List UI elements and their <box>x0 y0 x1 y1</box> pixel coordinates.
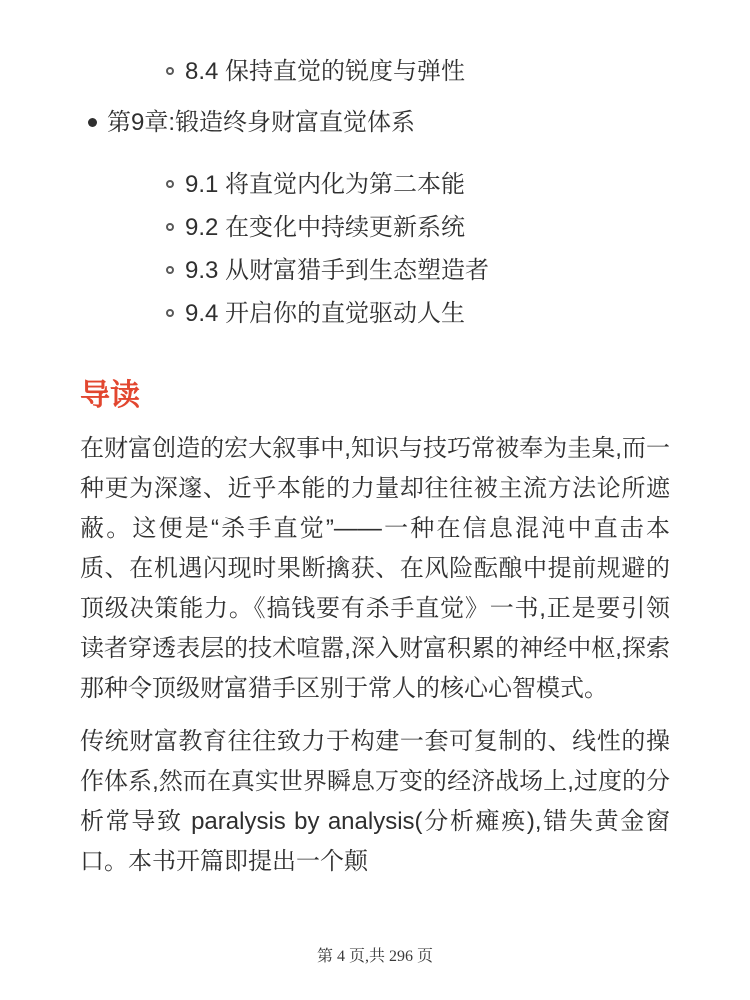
intro-paragraph-1: 在财富创造的宏大叙事中,知识与技巧常被奉为圭臬,而一种更为深邃、近乎本能的力量却往往被主流方法论所遮蔽。这便是“杀手直觉”——一种在信息混沌中直击本质、在机遇闪现时果断擒获、在风险酝酿中提前规避的顶级决策能力。《搞钱要有杀手直觉》一书,正是要引领读者穿透表层的技术喧嚣,深入财富积累的神经中枢,探索那种令顶级财富猎手区别于常人的核心心智模式。 <box>80 435 670 702</box>
toc-item-label: 8.4 保持直觉的锐度与弹性 <box>185 58 466 85</box>
circle-bullet-icon <box>166 67 174 75</box>
toc-item-9-3 <box>80 254 670 288</box>
circle-bullet-icon <box>166 309 174 317</box>
toc-item-label: 第9章:锻造终身财富直觉体系 <box>107 109 416 136</box>
toc-item-8-4 <box>80 55 670 89</box>
toc-item-label: 9.4 开启你的直觉驱动人生 <box>185 300 466 327</box>
toc-item-label: 9.2 在变化中持续更新系统 <box>185 214 466 241</box>
toc-item-9-4 <box>80 297 670 331</box>
intro-paragraph-2: 传统财富教育往往致力于构建一套可复制的、线性的操作体系,然而在真实世界瞬息万变的经济战场上,过度的分析常导致 paralysis by analysis(分析瘫痪),错失黄金窗口。本书开篇即提出一个颠 <box>80 728 670 875</box>
toc-item-chapter-9 <box>80 106 670 140</box>
toc-item-9-1 <box>80 168 670 202</box>
circle-bullet-icon <box>166 223 174 231</box>
page-indicator: 第 4 页,共 296 页 <box>316 948 433 965</box>
table-of-contents <box>80 55 670 331</box>
circle-bullet-icon <box>166 266 174 274</box>
circle-bullet-icon <box>166 180 174 188</box>
toc-item-label: 9.3 从财富猎手到生态塑造者 <box>185 257 490 284</box>
toc-item-9-2 <box>80 211 670 245</box>
page-footer <box>0 943 750 966</box>
section-heading-daodu: 导读 <box>80 379 140 412</box>
disc-bullet-icon <box>88 118 97 127</box>
toc-item-label: 9.1 将直觉内化为第二本能 <box>185 171 466 198</box>
